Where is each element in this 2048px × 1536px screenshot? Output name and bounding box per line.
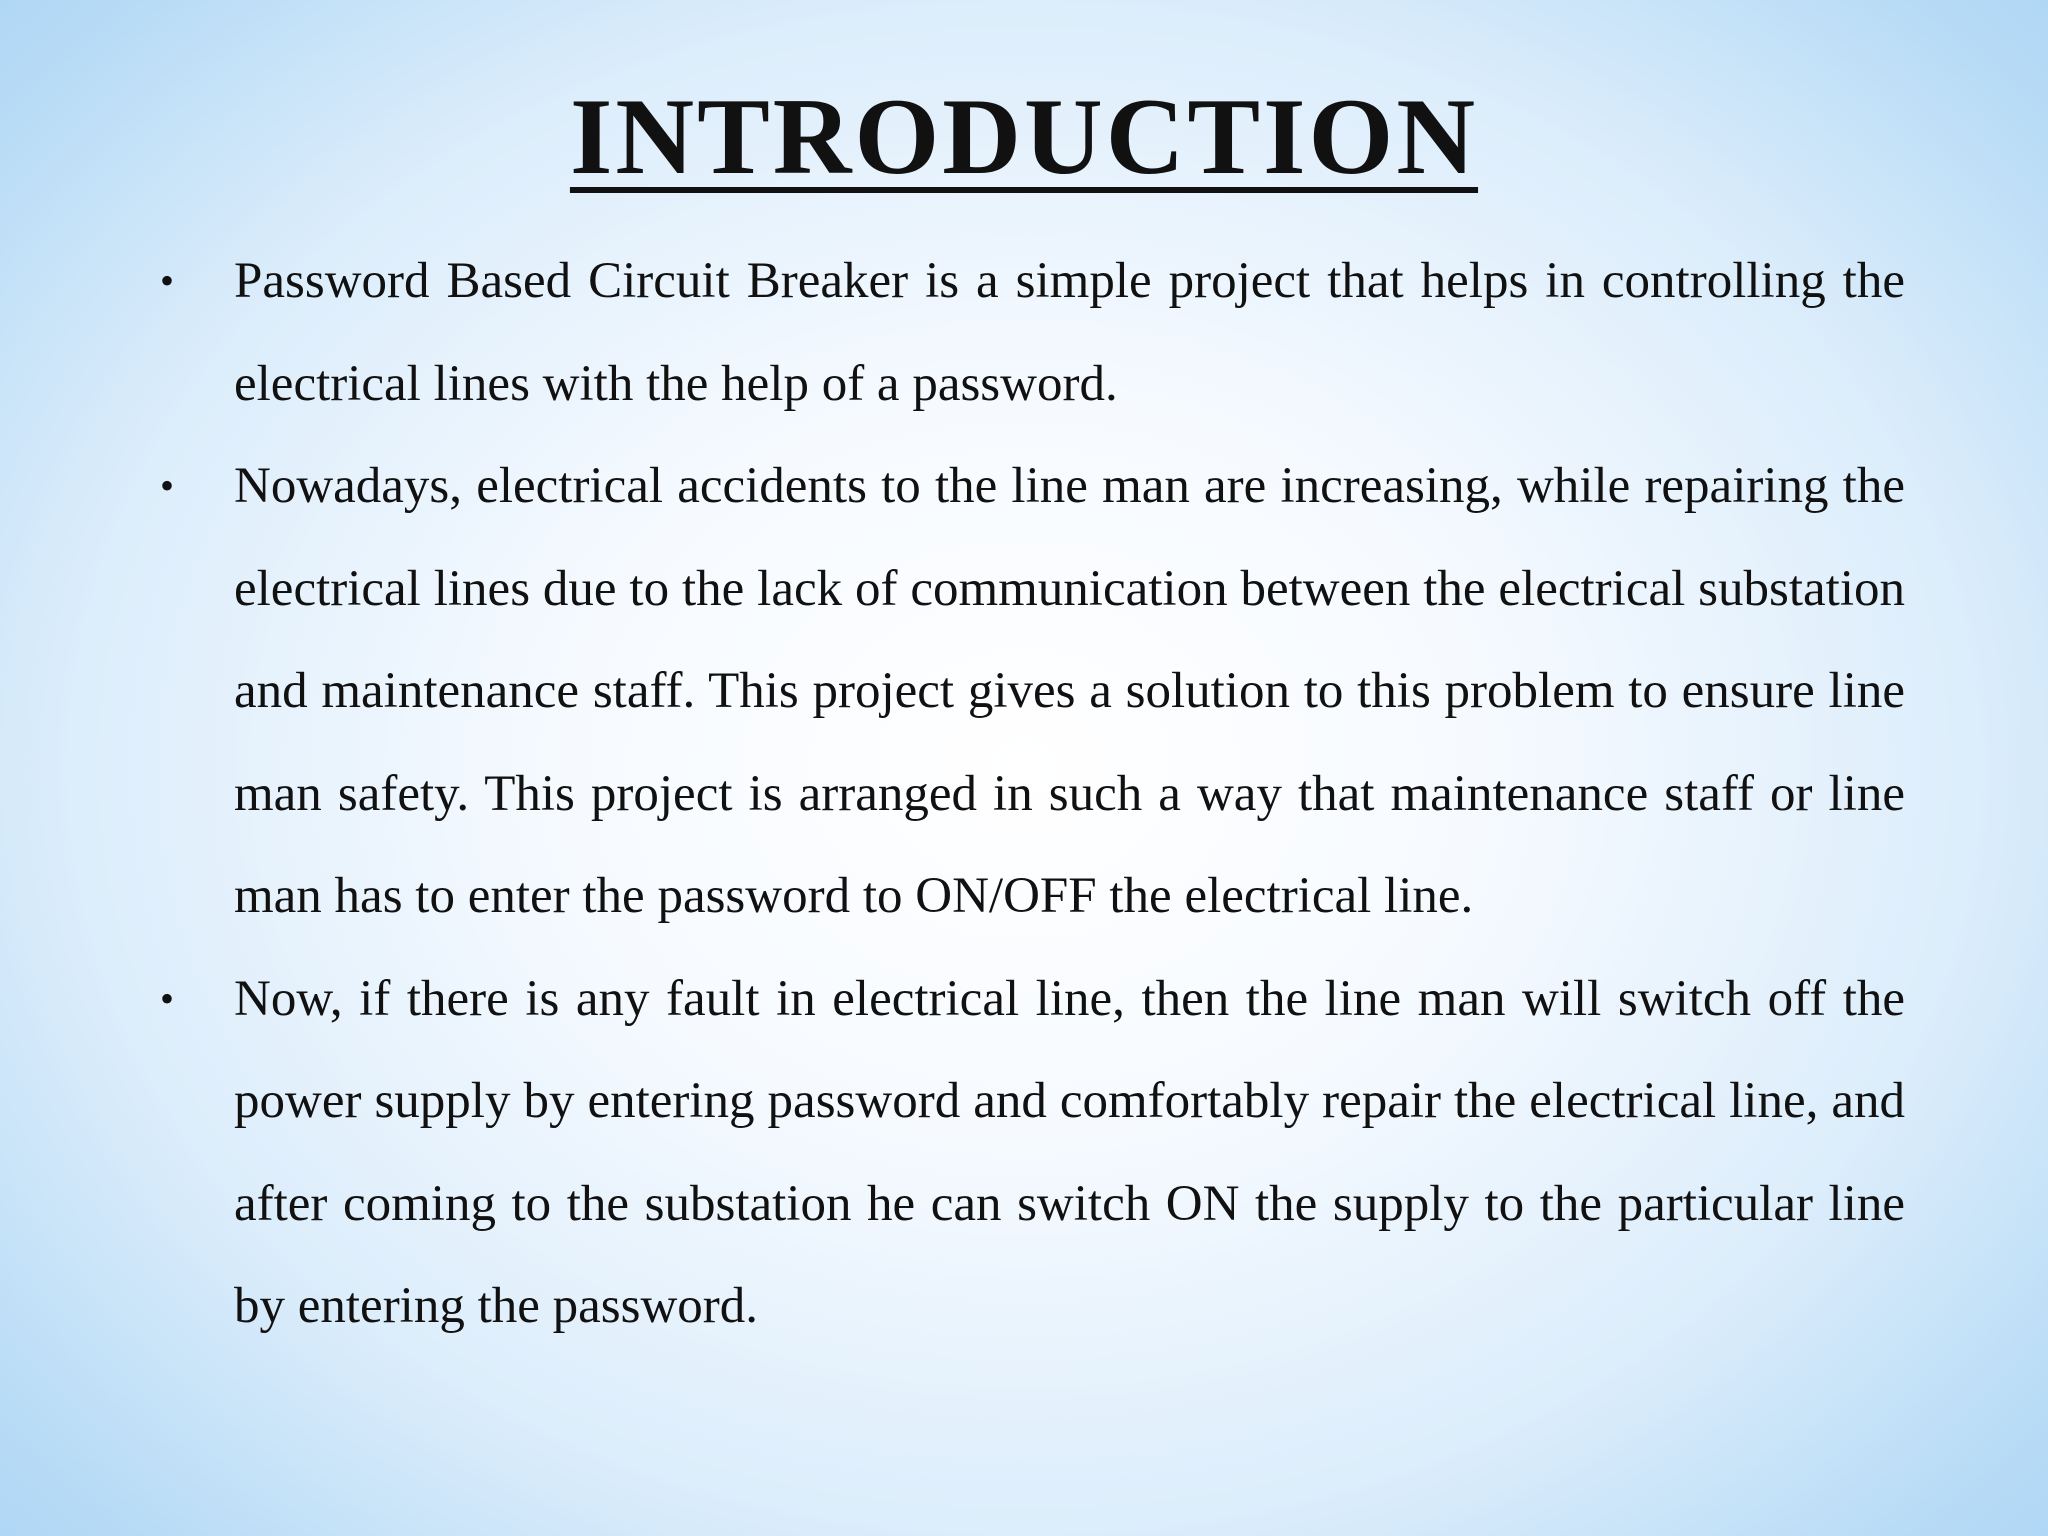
bullet-text: Now, if there is any fault in electrical line, then the line man will switch off the power supply by entering password and comfortably repair the electrical line, and after coming to the substation he can switch ON the supply to the particular line by entering the password. — [234, 970, 1905, 1334]
bullet-item — [160, 230, 1905, 435]
bullet-icon: • — [160, 463, 175, 508]
bullet-icon: • — [160, 975, 175, 1021]
slide-title: INTRODUCTION — [569, 76, 1479, 197]
bullet-icon: • — [160, 258, 175, 303]
bullet-text: Nowadays, electrical accidents to the line man are increasing, while repairing the electrical lines due to the lack of communication between the electrical substation and maintenance staff. This project gives a solution to this problem to ensure line man safety. This project is arranged in such a way that maintenance staff or line man has to enter the password to ON/OFF the electrical line. — [234, 458, 1905, 924]
bullet-item — [160, 948, 1905, 1358]
bullet-list — [160, 230, 1905, 1358]
bullet-item — [160, 435, 1905, 948]
bullet-text: Password Based Circuit Breaker is a simple project that helps in controlling the electrical lines with the help of a password. — [234, 253, 1905, 412]
